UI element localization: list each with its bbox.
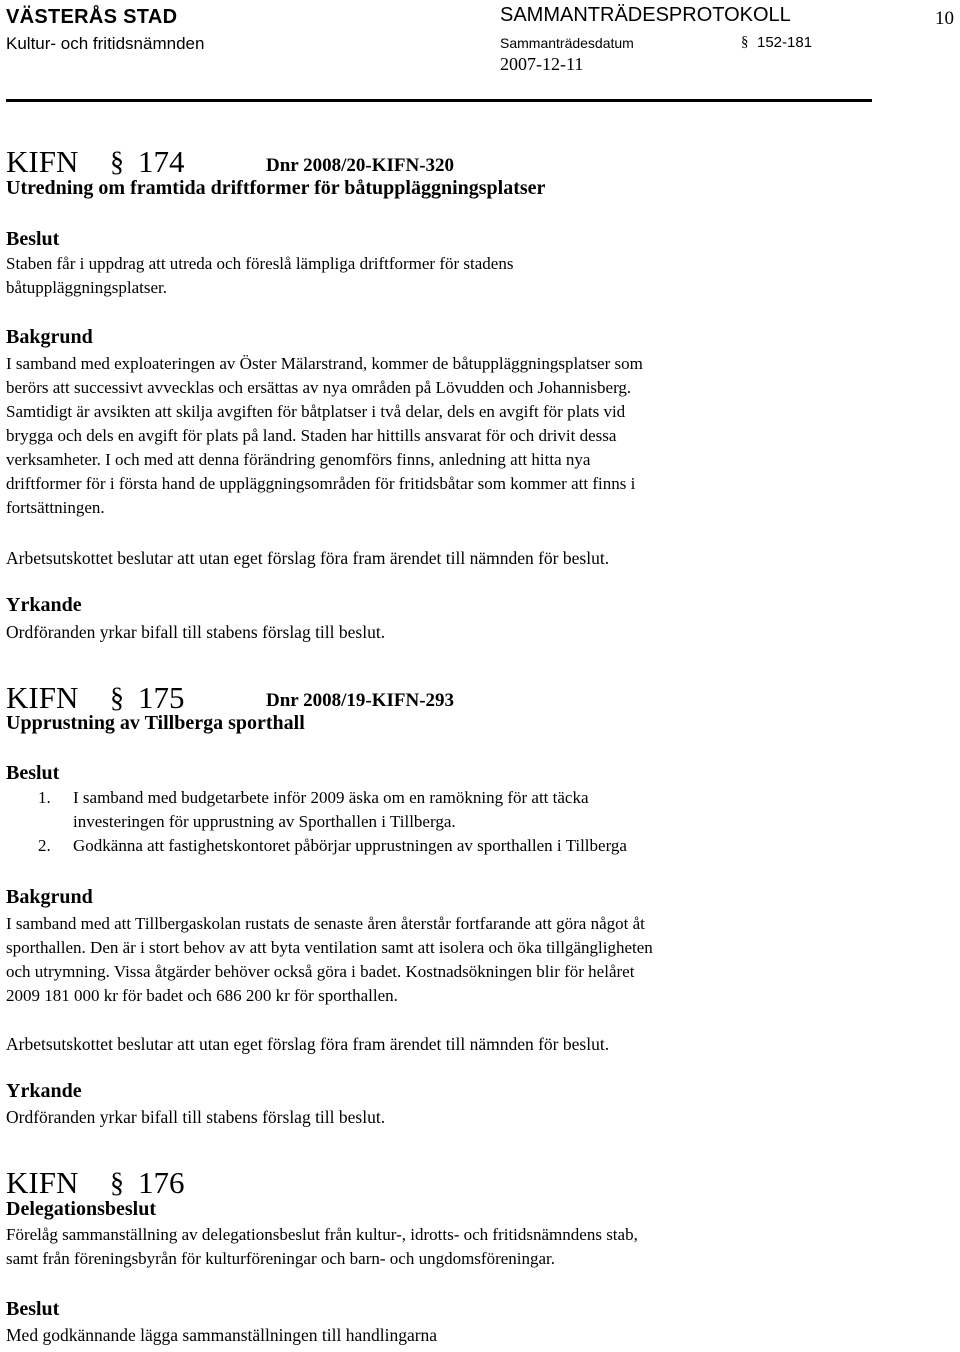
item-175-bakgrund-line: sporthallen. Den är i stort behov av att byta ventilation samt att isolera och öka tillgängligheten <box>6 938 653 957</box>
item-176-beslut-text: Med godkännande lägga sammanställningen till handlingarna <box>6 1325 438 1345</box>
item-176-line: Förelåg sammanställning av delegationsbeslut från kultur-, idrotts- och fritidsnämndens stab, <box>6 1225 638 1244</box>
item-175-bakgrund-heading: Bakgrund <box>6 886 93 908</box>
item-175-list-number: 1. <box>38 788 51 807</box>
item-175-bakgrund-line: och utrymning. Vissa åtgärder behöver också göra i badet. Kostnadsökningen blir för helåret <box>6 962 635 981</box>
item-175-bakgrund-line: 2009 181 000 kr för badet och 686 200 kr för sporthallen. <box>6 986 398 1005</box>
header-doc-title: SAMMANTRÄDESPROTOKOLL <box>500 4 791 26</box>
item-175-yrkande-heading: Yrkande <box>6 1080 82 1102</box>
item-174-bakgrund-line: brygga och dels en avgift för plats på land. Staden har hittills ansvarat för och drivit dessa <box>6 426 617 445</box>
item-174-au-text: Arbetsutskottet beslutar att utan eget förslag föra fram ärendet till nämnden för beslut. <box>6 548 610 568</box>
item-175-kifn: KIFN <box>6 680 79 715</box>
item-175-au-text: Arbetsutskottet beslutar att utan eget förslag föra fram ärendet till nämnden för beslut. <box>6 1034 610 1054</box>
item-175-section-symbol: § <box>110 683 124 714</box>
item-175-list-line: Godkänna att fastighetskontoret påbörjar upprustningen av sporthallen i Tillberga <box>73 836 627 855</box>
item-174-dnr: Dnr 2008/20-KIFN-320 <box>266 155 455 176</box>
item-175-dnr: Dnr 2008/19-KIFN-293 <box>266 690 455 711</box>
page-number: 10 <box>935 8 954 29</box>
header-dept: Kultur- och fritidsnämnden <box>6 34 205 53</box>
item-176-kifn: KIFN <box>6 1165 79 1200</box>
item-174-kifn: KIFN <box>6 144 79 179</box>
item-174-beslut-line: båtuppläggningsplatser. <box>6 278 168 297</box>
item-174-beslut-line: Staben får i uppdrag att utreda och föreslå lämpliga driftformer för stadens <box>6 254 514 273</box>
header-section-symbol: § <box>741 34 749 50</box>
item-174-number: 174 <box>138 144 185 179</box>
item-175-list-number: 2. <box>38 836 51 855</box>
header-rule <box>6 99 872 102</box>
header-org: VÄSTERÅS STAD <box>6 6 178 28</box>
item-176-beslut-heading: Beslut <box>6 1298 60 1320</box>
item-176-number: 176 <box>138 1165 185 1200</box>
item-175-title: Upprustning av Tillberga sporthall <box>6 712 305 734</box>
item-174-yrkande-text: Ordföranden yrkar bifall till stabens förslag till beslut. <box>6 622 386 642</box>
item-176-line: samt från föreningsbyrån för kulturföreningar och barn- och ungdomsföreningar. <box>6 1249 556 1268</box>
item-174-bakgrund-heading: Bakgrund <box>6 326 93 348</box>
item-175-number: 175 <box>138 680 185 715</box>
item-174-yrkande-heading: Yrkande <box>6 594 82 616</box>
item-174-bakgrund-text <box>6 352 643 520</box>
header-section-range: 152-181 <box>757 34 813 51</box>
item-174-bakgrund-line: fortsättningen. <box>6 498 105 517</box>
item-175-list-item <box>73 786 589 834</box>
item-174-beslut-heading: Beslut <box>6 228 60 250</box>
item-175-list-item <box>73 834 627 858</box>
item-176-section-symbol: § <box>110 1168 124 1199</box>
item-175-beslut-heading: Beslut <box>6 762 60 784</box>
item-174-section-symbol: § <box>110 147 124 178</box>
item-175-list-line: I samband med budgetarbete inför 2009 äska om en ramökning för att täcka <box>73 788 589 807</box>
item-176-title: Delegationsbeslut <box>6 1198 156 1220</box>
item-175-bakgrund-line: I samband med att Tillbergaskolan rustats de senaste åren återstår fortfarande att göra något åt <box>6 914 645 933</box>
item-174-beslut-text <box>6 252 513 300</box>
item-174-bakgrund-line: I samband med exploateringen av Öster Mälarstrand, kommer de båtuppläggningsplatser som <box>6 354 643 373</box>
item-174-title: Utredning om framtida driftformer för båtuppläggningsplatser <box>6 177 546 199</box>
item-174-bakgrund-line: Samtidigt är avsikten att skilja avgiften för båtplatser i två delar, dels en avgift för plats vid <box>6 402 626 421</box>
item-174-bakgrund-line: verksamheter. I och med att denna förändring genomförs finns, anledning att hitta nya <box>6 450 591 469</box>
item-175-list-line: investeringen för upprustning av Sporthallen i Tillberga. <box>73 812 456 831</box>
item-174-bakgrund-line: berörs att successivt avvecklas och ersättas av nya områden på Lövudden och Johannisberg. <box>6 378 632 397</box>
item-174-bakgrund-line: driftformer för i första hand de uppläggningsområden för fritidsbåtar som kommer att finns i <box>6 474 636 493</box>
header-date-label: Sammanträdesdatum <box>500 35 634 51</box>
item-176-text <box>6 1223 638 1271</box>
item-175-yrkande-text: Ordföranden yrkar bifall till stabens förslag till beslut. <box>6 1107 386 1127</box>
item-175-bakgrund-text <box>6 912 653 1008</box>
header-date: 2007-12-11 <box>500 54 584 74</box>
